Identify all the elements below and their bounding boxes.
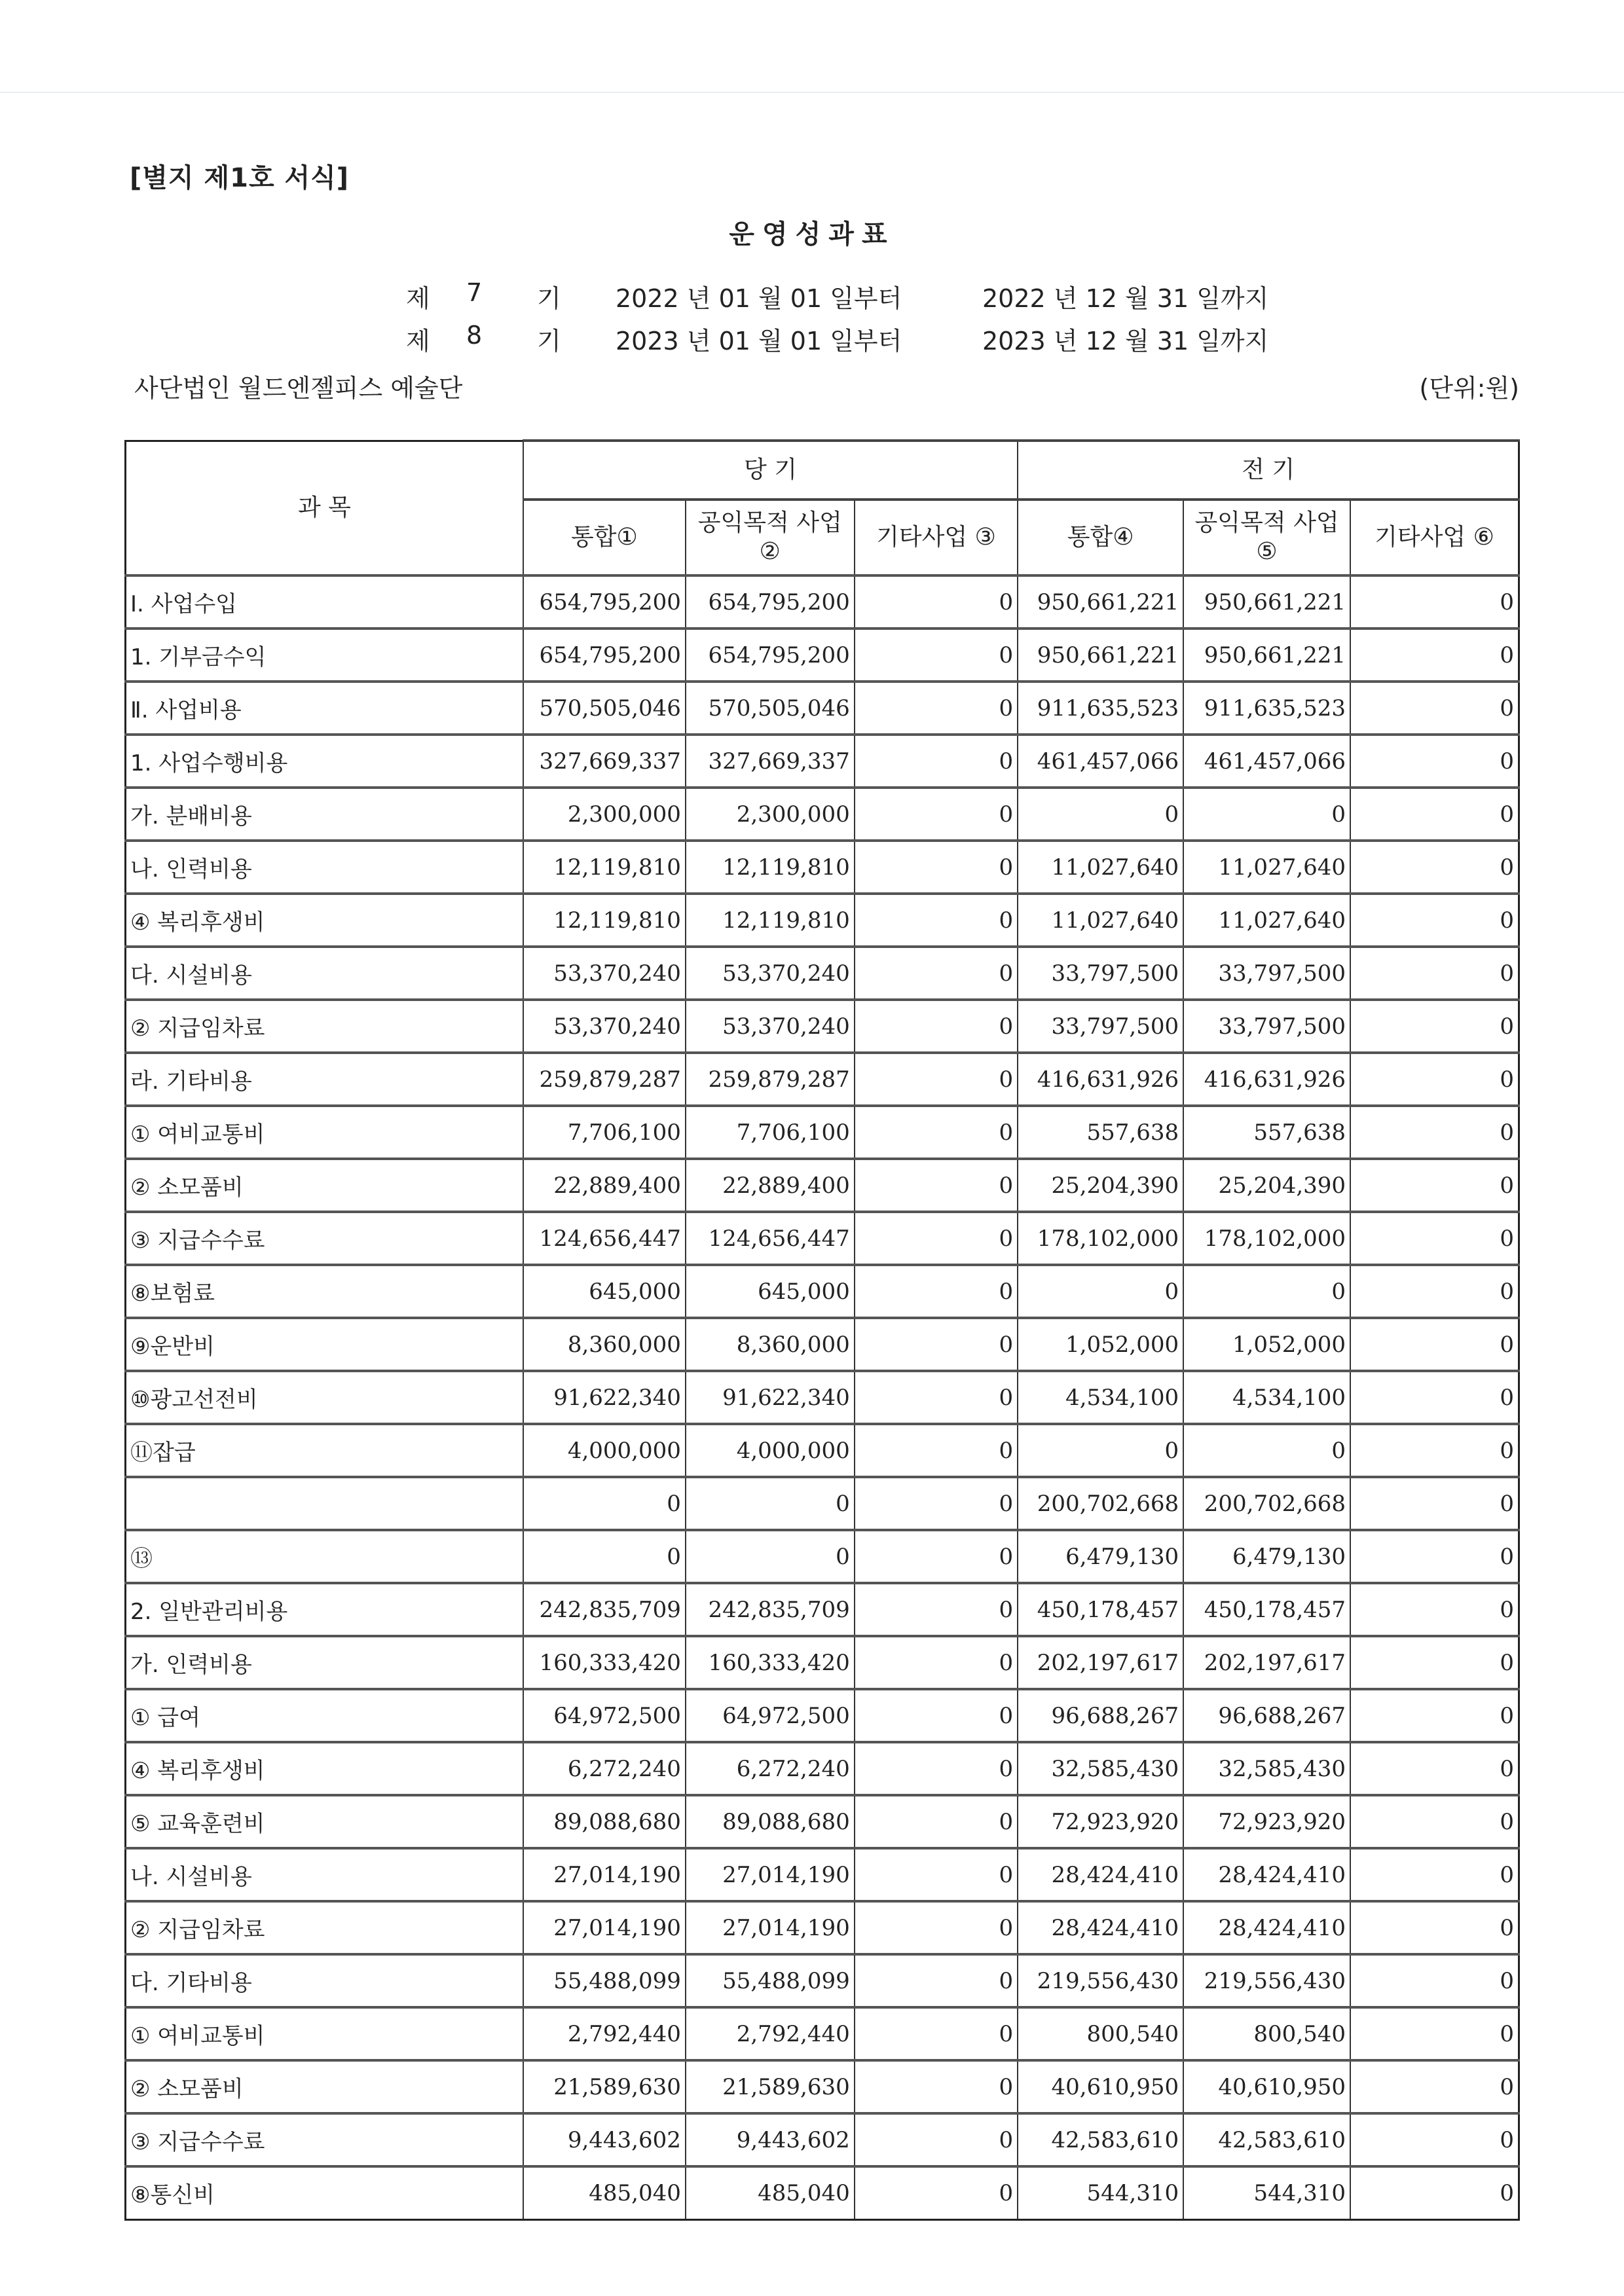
row-amount: 0 <box>855 1689 1018 1742</box>
row-amount: 0 <box>1350 1636 1519 1689</box>
row-amount: 416,631,926 <box>1183 1053 1350 1106</box>
row-amount: 27,014,190 <box>686 1901 855 1954</box>
row-amount: 327,669,337 <box>686 735 855 788</box>
operating-results-table <box>124 439 1520 2221</box>
row-amount: 28,424,410 <box>1018 1901 1183 1954</box>
table-row <box>126 1424 1519 1477</box>
row-amount: 33,797,500 <box>1018 1000 1183 1053</box>
row-amount: 7,706,100 <box>686 1106 855 1159</box>
column-header: 기타사업 ⑥ <box>1350 500 1519 575</box>
row-amount: 0 <box>1350 788 1519 841</box>
row-amount: 0 <box>523 1477 686 1530</box>
row-amount: 21,589,630 <box>686 2060 855 2113</box>
row-amount: 124,656,447 <box>523 1212 686 1265</box>
row-subject: 가. 분배비용 <box>126 788 523 841</box>
row-amount: 4,000,000 <box>523 1424 686 1477</box>
row-amount: 28,424,410 <box>1183 1901 1350 1954</box>
row-amount: 0 <box>855 1901 1018 1954</box>
row-amount: 950,661,221 <box>1183 629 1350 682</box>
row-subject: 1. 기부금수익 <box>126 629 523 682</box>
row-subject: ① 여비교통비 <box>126 1106 523 1159</box>
row-amount: 219,556,430 <box>1183 1954 1350 2007</box>
row-subject: ② 지급임차료 <box>126 1901 523 1954</box>
row-amount: 0 <box>855 947 1018 1000</box>
row-amount: 0 <box>1350 1954 1519 2007</box>
row-amount: 72,923,920 <box>1018 1795 1183 1848</box>
row-amount: 0 <box>855 2113 1018 2166</box>
row-amount: 800,540 <box>1183 2007 1350 2060</box>
row-amount: 64,972,500 <box>523 1689 686 1742</box>
row-amount: 11,027,640 <box>1018 894 1183 947</box>
row-amount: 0 <box>855 629 1018 682</box>
row-amount: 22,889,400 <box>523 1159 686 1212</box>
table-row <box>126 1954 1519 2007</box>
row-amount: 450,178,457 <box>1018 1583 1183 1636</box>
row-amount: 654,795,200 <box>523 575 686 629</box>
row-subject: 나. 시설비용 <box>126 1848 523 1901</box>
row-amount: 0 <box>855 1795 1018 1848</box>
row-amount: 485,040 <box>686 2166 855 2219</box>
row-subject: Ⅱ. 사업비용 <box>126 682 523 735</box>
row-amount: 0 <box>1350 1901 1519 1954</box>
row-amount: 0 <box>1350 1583 1519 1636</box>
row-amount: 72,923,920 <box>1183 1795 1350 1848</box>
period-to: 2022 년 12 월 31 일까지 <box>982 284 1269 313</box>
period-from: 2022 년 01 월 01 일부터 <box>616 284 902 313</box>
table-row <box>126 788 1519 841</box>
row-amount: 0 <box>855 1530 1018 1583</box>
row-amount: 160,333,420 <box>523 1636 686 1689</box>
row-amount: 485,040 <box>523 2166 686 2219</box>
row-amount: 1,052,000 <box>1018 1318 1183 1371</box>
table-row <box>126 682 1519 735</box>
period-suffix: 기 <box>537 284 561 313</box>
row-amount: 0 <box>1183 788 1350 841</box>
row-amount: 0 <box>1350 1371 1519 1424</box>
row-subject: 나. 인력비용 <box>126 841 523 894</box>
table-row <box>126 1530 1519 1583</box>
row-subject: ⑤ 교육훈련비 <box>126 1795 523 1848</box>
row-amount: 27,014,190 <box>523 1901 686 1954</box>
table-row <box>126 1742 1519 1795</box>
row-amount: 12,119,810 <box>686 841 855 894</box>
row-subject: ⑩광고선전비 <box>126 1371 523 1424</box>
row-amount: 12,119,810 <box>686 894 855 947</box>
table-row <box>126 2113 1519 2166</box>
period-from: 2023 년 01 월 01 일부터 <box>616 327 902 355</box>
table-row <box>126 1583 1519 1636</box>
row-amount: 0 <box>1350 1477 1519 1530</box>
row-amount: 950,661,221 <box>1018 629 1183 682</box>
row-amount: 0 <box>855 1053 1018 1106</box>
row-amount: 28,424,410 <box>1018 1848 1183 1901</box>
row-amount: 0 <box>1350 2166 1519 2219</box>
form-number: [별지 제1호 서식] <box>130 163 350 193</box>
row-amount: 0 <box>855 894 1018 947</box>
row-amount: 91,622,340 <box>523 1371 686 1424</box>
row-subject: ⑬ <box>126 1530 523 1583</box>
table-row <box>126 1159 1519 1212</box>
row-amount: 4,534,100 <box>1183 1371 1350 1424</box>
table-row <box>126 1636 1519 1689</box>
row-subject: ② 지급임차료 <box>126 1000 523 1053</box>
row-amount: 0 <box>855 1000 1018 1053</box>
column-header: 공익목적 사업⑤ <box>1183 500 1350 575</box>
row-amount: 0 <box>1018 788 1183 841</box>
row-amount: 0 <box>855 2166 1018 2219</box>
row-amount: 53,370,240 <box>686 1000 855 1053</box>
row-subject: 2. 일반관리비용 <box>126 1583 523 1636</box>
row-amount: 259,879,287 <box>686 1053 855 1106</box>
row-amount: 64,972,500 <box>686 1689 855 1742</box>
row-amount: 259,879,287 <box>523 1053 686 1106</box>
table-row <box>126 1477 1519 1530</box>
table-row <box>126 2060 1519 2113</box>
row-amount: 0 <box>1350 1848 1519 1901</box>
row-amount: 6,272,240 <box>523 1742 686 1795</box>
row-amount: 0 <box>1350 894 1519 947</box>
row-amount: 0 <box>855 1742 1018 1795</box>
current-period-header: 당 기 <box>523 441 1018 500</box>
row-subject: ③ 지급수수료 <box>126 2113 523 2166</box>
row-amount: 27,014,190 <box>686 1848 855 1901</box>
row-amount: 0 <box>855 1265 1018 1318</box>
row-amount: 0 <box>855 735 1018 788</box>
period-number: 8 <box>466 321 483 350</box>
organization-name: 사단법인 월드엔젤피스 예술단 <box>134 374 463 403</box>
subject-header: 과 목 <box>126 441 523 575</box>
page-top-edge <box>0 92 1624 93</box>
row-amount: 32,585,430 <box>1183 1742 1350 1795</box>
row-amount: 2,300,000 <box>523 788 686 841</box>
row-amount: 0 <box>1183 1265 1350 1318</box>
row-amount: 570,505,046 <box>686 682 855 735</box>
period-label: 제 <box>406 327 430 355</box>
row-subject: ⑧보험료 <box>126 1265 523 1318</box>
row-amount: 91,622,340 <box>686 1371 855 1424</box>
row-amount: 0 <box>855 1848 1018 1901</box>
row-subject: ④ 복리후생비 <box>126 894 523 947</box>
row-amount: 327,669,337 <box>523 735 686 788</box>
row-amount: 654,795,200 <box>523 629 686 682</box>
row-amount: 0 <box>1350 575 1519 629</box>
row-amount: 0 <box>855 2007 1018 2060</box>
row-amount: 4,534,100 <box>1018 1371 1183 1424</box>
table-row <box>126 1901 1519 1954</box>
row-amount: 0 <box>1350 1212 1519 1265</box>
row-amount: 654,795,200 <box>686 575 855 629</box>
row-amount: 0 <box>1350 1689 1519 1742</box>
row-amount: 0 <box>1350 1159 1519 1212</box>
row-amount: 8,360,000 <box>523 1318 686 1371</box>
row-amount: 33,797,500 <box>1018 947 1183 1000</box>
table-row <box>126 1689 1519 1742</box>
row-amount: 0 <box>855 1318 1018 1371</box>
row-amount: 53,370,240 <box>523 1000 686 1053</box>
table-row <box>126 2166 1519 2219</box>
table-row <box>126 1795 1519 1848</box>
table-row <box>126 894 1519 947</box>
row-amount: 53,370,240 <box>686 947 855 1000</box>
row-amount: 0 <box>1350 841 1519 894</box>
table-row <box>126 2007 1519 2060</box>
row-amount: 0 <box>1018 1265 1183 1318</box>
table-row <box>126 1000 1519 1053</box>
row-subject: ① 급여 <box>126 1689 523 1742</box>
row-subject: Ⅰ. 사업수입 <box>126 575 523 629</box>
row-amount: 544,310 <box>1183 2166 1350 2219</box>
row-amount: 55,488,099 <box>686 1954 855 2007</box>
row-amount: 219,556,430 <box>1018 1954 1183 2007</box>
row-amount: 0 <box>855 1371 1018 1424</box>
period-label: 제 <box>406 284 430 313</box>
row-amount: 89,088,680 <box>523 1795 686 1848</box>
table-row <box>126 1265 1519 1318</box>
row-amount: 32,585,430 <box>1018 1742 1183 1795</box>
row-amount: 33,797,500 <box>1183 947 1350 1000</box>
row-amount: 800,540 <box>1018 2007 1183 2060</box>
row-amount: 22,889,400 <box>686 1159 855 1212</box>
period-to: 2023 년 12 월 31 일까지 <box>982 327 1269 355</box>
row-amount: 11,027,640 <box>1018 841 1183 894</box>
row-amount: 544,310 <box>1018 2166 1183 2219</box>
row-amount: 200,702,668 <box>1018 1477 1183 1530</box>
row-amount: 0 <box>855 1583 1018 1636</box>
row-subject: 라. 기타비용 <box>126 1053 523 1106</box>
row-amount: 0 <box>855 1424 1018 1477</box>
row-amount: 0 <box>855 682 1018 735</box>
row-amount: 557,638 <box>1183 1106 1350 1159</box>
row-amount: 0 <box>1350 2060 1519 2113</box>
row-amount: 0 <box>1350 735 1519 788</box>
unit-label: (단위:원) <box>1419 374 1519 403</box>
row-amount: 89,088,680 <box>686 1795 855 1848</box>
row-amount: 178,102,000 <box>1018 1212 1183 1265</box>
row-amount: 11,027,640 <box>1183 894 1350 947</box>
row-amount: 0 <box>855 1212 1018 1265</box>
row-amount: 654,795,200 <box>686 629 855 682</box>
row-amount: 27,014,190 <box>523 1848 686 1901</box>
row-amount: 25,204,390 <box>1018 1159 1183 1212</box>
table-row <box>126 841 1519 894</box>
row-amount: 645,000 <box>686 1265 855 1318</box>
row-amount: 911,635,523 <box>1018 682 1183 735</box>
row-subject: ⑪잡급 <box>126 1424 523 1477</box>
row-amount: 33,797,500 <box>1183 1000 1350 1053</box>
table-row <box>126 575 1519 629</box>
row-subject: ⑧통신비 <box>126 2166 523 2219</box>
row-amount: 6,479,130 <box>1183 1530 1350 1583</box>
row-amount: 9,443,602 <box>523 2113 686 2166</box>
row-amount: 11,027,640 <box>1183 841 1350 894</box>
row-amount: 1,052,000 <box>1183 1318 1350 1371</box>
row-amount: 53,370,240 <box>523 947 686 1000</box>
row-subject <box>126 1477 523 1530</box>
row-amount: 461,457,066 <box>1018 735 1183 788</box>
table-row <box>126 1371 1519 1424</box>
row-amount: 2,792,440 <box>686 2007 855 2060</box>
table-row <box>126 1848 1519 1901</box>
row-amount: 12,119,810 <box>523 841 686 894</box>
row-amount: 0 <box>1350 1318 1519 1371</box>
row-amount: 21,589,630 <box>523 2060 686 2113</box>
row-amount: 0 <box>686 1477 855 1530</box>
table-row <box>126 629 1519 682</box>
row-amount: 242,835,709 <box>523 1583 686 1636</box>
row-amount: 0 <box>855 575 1018 629</box>
row-amount: 8,360,000 <box>686 1318 855 1371</box>
row-amount: 911,635,523 <box>1183 682 1350 735</box>
row-amount: 2,300,000 <box>686 788 855 841</box>
row-amount: 0 <box>855 841 1018 894</box>
row-amount: 242,835,709 <box>686 1583 855 1636</box>
row-subject: ④ 복리후생비 <box>126 1742 523 1795</box>
row-amount: 950,661,221 <box>1018 575 1183 629</box>
row-subject: ① 여비교통비 <box>126 2007 523 2060</box>
row-amount: 0 <box>1350 947 1519 1000</box>
table-row <box>126 735 1519 788</box>
row-amount: 0 <box>523 1530 686 1583</box>
row-amount: 0 <box>855 1106 1018 1159</box>
row-amount: 0 <box>855 2060 1018 2113</box>
row-amount: 0 <box>1183 1424 1350 1477</box>
row-subject: ② 소모품비 <box>126 1159 523 1212</box>
row-amount: 28,424,410 <box>1183 1848 1350 1901</box>
period-number: 7 <box>466 278 483 307</box>
row-amount: 160,333,420 <box>686 1636 855 1689</box>
row-amount: 96,688,267 <box>1183 1689 1350 1742</box>
row-amount: 450,178,457 <box>1183 1583 1350 1636</box>
table-row <box>126 1053 1519 1106</box>
row-subject: 다. 시설비용 <box>126 947 523 1000</box>
row-amount: 4,000,000 <box>686 1424 855 1477</box>
row-amount: 0 <box>1350 1424 1519 1477</box>
row-subject: ⑨운반비 <box>126 1318 523 1371</box>
row-amount: 124,656,447 <box>686 1212 855 1265</box>
row-amount: 0 <box>1350 2113 1519 2166</box>
row-amount: 42,583,610 <box>1018 2113 1183 2166</box>
row-subject: 1. 사업수행비용 <box>126 735 523 788</box>
row-amount: 950,661,221 <box>1183 575 1350 629</box>
table-row <box>126 1106 1519 1159</box>
row-subject: 다. 기타비용 <box>126 1954 523 2007</box>
row-amount: 9,443,602 <box>686 2113 855 2166</box>
row-amount: 0 <box>1350 1530 1519 1583</box>
row-amount: 0 <box>1350 1106 1519 1159</box>
row-amount: 461,457,066 <box>1183 735 1350 788</box>
row-amount: 0 <box>686 1530 855 1583</box>
column-header: 기타사업 ③ <box>855 500 1018 575</box>
row-amount: 0 <box>855 1477 1018 1530</box>
row-amount: 6,272,240 <box>686 1742 855 1795</box>
column-header: 공익목적 사업② <box>686 500 855 575</box>
row-amount: 557,638 <box>1018 1106 1183 1159</box>
row-amount: 2,792,440 <box>523 2007 686 2060</box>
row-amount: 42,583,610 <box>1183 2113 1350 2166</box>
period-suffix: 기 <box>537 327 561 355</box>
table-row <box>126 947 1519 1000</box>
row-amount: 416,631,926 <box>1018 1053 1183 1106</box>
row-amount: 40,610,950 <box>1018 2060 1183 2113</box>
previous-period-header: 전 기 <box>1018 441 1519 500</box>
row-amount: 645,000 <box>523 1265 686 1318</box>
row-amount: 0 <box>1350 2007 1519 2060</box>
row-amount: 25,204,390 <box>1183 1159 1350 1212</box>
table-row <box>126 1212 1519 1265</box>
row-amount: 0 <box>1350 1265 1519 1318</box>
row-subject: ③ 지급수수료 <box>126 1212 523 1265</box>
row-amount: 0 <box>1350 1795 1519 1848</box>
row-amount: 55,488,099 <box>523 1954 686 2007</box>
row-amount: 0 <box>1350 682 1519 735</box>
row-amount: 0 <box>855 1636 1018 1689</box>
row-amount: 96,688,267 <box>1018 1689 1183 1742</box>
row-amount: 570,505,046 <box>523 682 686 735</box>
row-amount: 0 <box>1350 1742 1519 1795</box>
row-amount: 0 <box>855 1159 1018 1212</box>
row-amount: 202,197,617 <box>1183 1636 1350 1689</box>
row-subject: 가. 인력비용 <box>126 1636 523 1689</box>
row-amount: 0 <box>1018 1424 1183 1477</box>
row-amount: 178,102,000 <box>1183 1212 1350 1265</box>
row-amount: 202,197,617 <box>1018 1636 1183 1689</box>
column-header: 통합① <box>523 500 686 575</box>
row-amount: 7,706,100 <box>523 1106 686 1159</box>
document-title: 운영성과표 <box>729 219 895 249</box>
row-amount: 0 <box>1350 629 1519 682</box>
row-amount: 40,610,950 <box>1183 2060 1350 2113</box>
row-amount: 200,702,668 <box>1183 1477 1350 1530</box>
row-amount: 0 <box>855 1954 1018 2007</box>
row-amount: 0 <box>1350 1053 1519 1106</box>
table-row <box>126 1318 1519 1371</box>
row-amount: 6,479,130 <box>1018 1530 1183 1583</box>
row-amount: 12,119,810 <box>523 894 686 947</box>
row-amount: 0 <box>1350 1000 1519 1053</box>
column-header: 통합④ <box>1018 500 1183 575</box>
row-subject: ② 소모품비 <box>126 2060 523 2113</box>
row-amount: 0 <box>855 788 1018 841</box>
